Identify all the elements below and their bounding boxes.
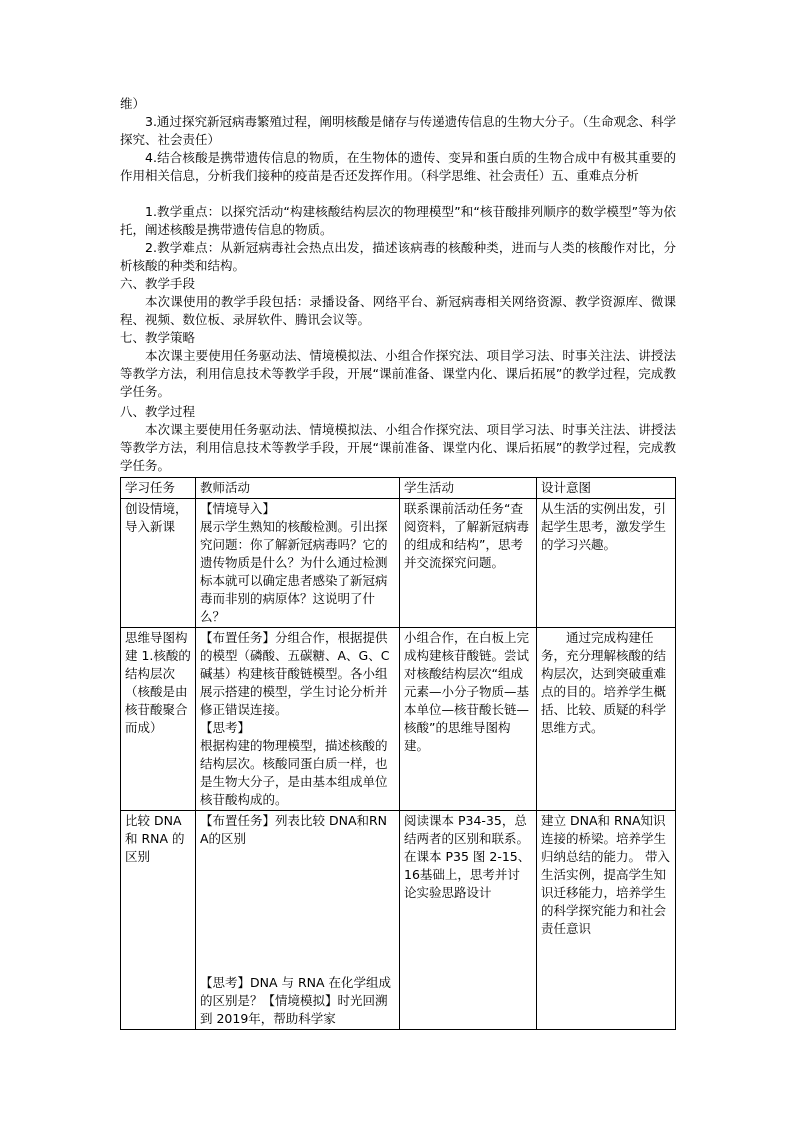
section-6-heading: 六、教学手段 bbox=[120, 276, 196, 291]
row1-teacher-text: 展示学生熟知的核酸检测。引出探究问题：你了解新冠病毒吗？它的遗传物质是什么？为什么通过检测标本就可以确定患者感染了新冠病毒而非别的病原体？这说明了什么？ bbox=[200, 519, 388, 624]
header-teacher: 教师活动 bbox=[196, 478, 400, 499]
table-header-row bbox=[121, 478, 676, 499]
row2-teacher-tag: 【思考】 bbox=[200, 720, 251, 735]
row2-teacher-text: 根据构建的物理模型，描述核酸的结构层次。核酸同蛋白质一样，也是生物大分子，是由基本组成单位核苷酸构成的。 bbox=[200, 738, 388, 807]
objective-4: 4.结合核酸是携带遗传信息的物质，在生物体的遗传、变异和蛋白质的生物合成中有极其重要的作用相关信息，分析我们接种的疫苗是否还发挥作用。（科学思维、社会责任）五、重难点分析 bbox=[120, 150, 676, 183]
section-8-body: 本次课主要使用任务驱动法、情境模拟法、小组合作探究法、项目学习法、时事关注法、讲授法等教学方法，利用信息技术等教学手段，开展“课前准备、课堂内化、课后拓展”的教学过程，完成教学任务。 bbox=[120, 422, 676, 473]
row3-student: 阅读课本 P34-35，总结两者的区别和联系。 在课本 P35 图 2-15、16基础上，思考并讨论实验思路设计 bbox=[400, 811, 537, 1030]
row3-task: 比较 DNA 和 RNA 的区别 bbox=[121, 811, 196, 1030]
section-7-body: 本次课主要使用任务驱动法、情境模拟法、小组合作探究法、项目学习法、时事关注法、讲授法等教学方法，利用信息技术等教学手段，开展“课前准备、课堂内化、课后拓展”的教学过程，完成教学任务。 bbox=[120, 348, 676, 399]
row3-teacher-task: 【布置任务】列表比较 DNA和RNA的区别 bbox=[200, 813, 388, 846]
row1-student: 联系课前活动任务“查阅资料，了解新冠病毒的组成和结构”，思考并交流探究问题。 bbox=[400, 499, 537, 628]
row1-task: 创设情境，导入新课 bbox=[121, 499, 196, 628]
section-8-heading: 八、教学过程 bbox=[120, 404, 196, 419]
header-student: 学生活动 bbox=[400, 478, 537, 499]
row2-teacher-task: 【布置任务】分组合作，根据提供的模型（磷酸、五碳糖、A、G、C碱基）构建核苷酸链模型。各小组展示搭建的模型，学生讨论分析并修正错误连接。 bbox=[200, 630, 390, 717]
section-6-body: 本次课使用的教学手段包括：录播设备、网络平台、新冠病毒相关网络资源、教学资源库、微课程、视频、数位板、录屏软件、腾讯会议等。 bbox=[120, 294, 676, 327]
header-task: 学习任务 bbox=[121, 478, 196, 499]
row3-design: 建立 DNA和 RNA知识连接的桥梁。培养学生归纳总结的能力。 带入生活实例，提高学生知识迁移能力，培养学生的科学探究能力和社会责任意识 bbox=[537, 811, 676, 1030]
teaching-difficulty: 2.教学难点：从新冠病毒社会热点出发，描述该病毒的核酸种类，进而与人类的核酸作对比，分析核酸的种类和结构。 bbox=[120, 240, 676, 273]
table-row bbox=[121, 811, 676, 1030]
row2-task: 思维导图构建 1.核酸的结构层次（核酸是由核苷酸聚合而成） bbox=[121, 628, 196, 811]
table-row bbox=[121, 499, 676, 628]
header-design: 设计意图 bbox=[537, 478, 676, 499]
row1-design: 从生活的实例出发，引起学生思考，激发学生的学习兴趣。 bbox=[537, 499, 676, 628]
teaching-process-table bbox=[120, 477, 676, 1030]
row3-teacher-space bbox=[200, 848, 395, 974]
row1-teacher bbox=[196, 499, 400, 628]
table-row bbox=[121, 628, 676, 811]
row3-teacher bbox=[196, 811, 400, 1030]
row3-teacher-think: 【思考】DNA 与 RNA 在化学组成的区别是？【情境模拟】时光回溯到 2019年，帮助科学家 bbox=[200, 975, 392, 1026]
row2-teacher bbox=[196, 628, 400, 811]
row2-design: 通过完成构建任务，充分理解核酸的结构层次，达到突破重难点的目的。培养学生概括、比较、质疑的科学思维方式。 bbox=[537, 628, 676, 811]
section-7-heading: 七、教学策略 bbox=[120, 330, 196, 345]
intro-continuation: 维） bbox=[120, 96, 146, 111]
teaching-key-point: 1.教学重点：以探究活动“构建核酸结构层次的物理模型”和“核苷酸排列顺序的数学模型”等为依托，阐述核酸是携带遗传信息的物质。 bbox=[120, 204, 676, 237]
objective-3: 3.通过探究新冠病毒繁殖过程，阐明核酸是储存与传递遗传信息的生物大分子。（生命观念、科学探究、社会责任） bbox=[120, 114, 676, 147]
row1-teacher-tag: 【情境导入】 bbox=[200, 501, 276, 516]
row2-student: 小组合作，在白板上完成构建核苷酸链。尝试对核酸结构层次“组成元素—小分子物质—基本单位—核苷酸长链—核酸”的思维导图构建。 bbox=[400, 628, 537, 811]
